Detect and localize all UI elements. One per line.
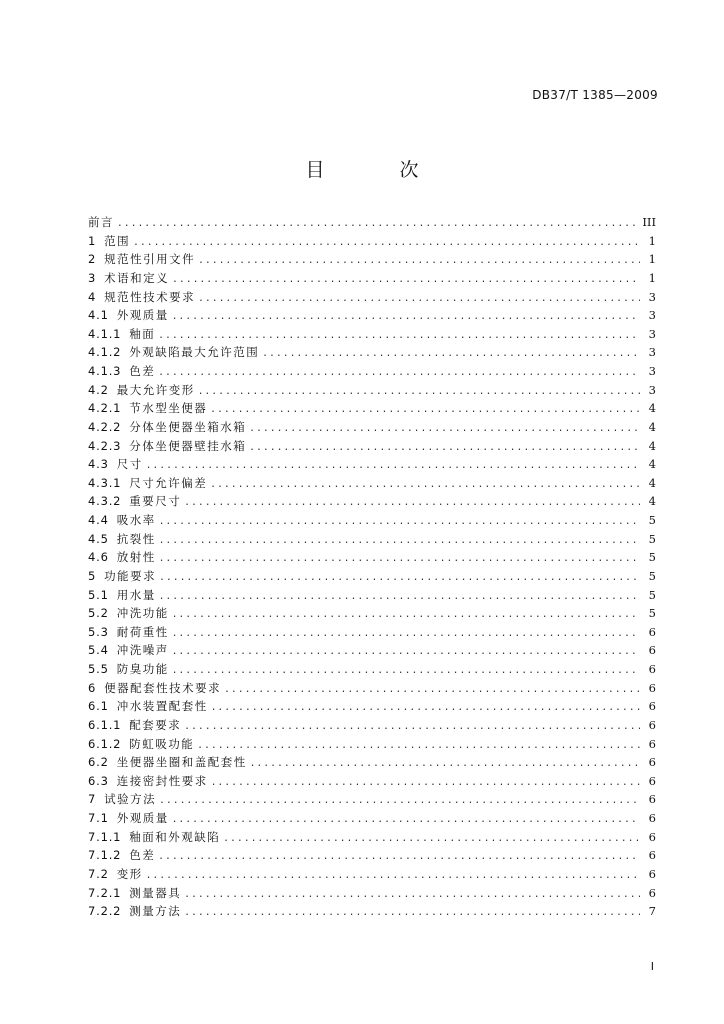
toc-entry-number: 6.2: [88, 755, 109, 770]
toc-entry[interactable]: [88, 381, 656, 400]
toc-entry[interactable]: [88, 846, 656, 865]
toc-entry-page: 6: [648, 866, 656, 881]
toc-entry-label: 分体坐便器壁挂水箱: [129, 438, 247, 453]
toc-entry[interactable]: [88, 641, 656, 660]
toc-leader-dots: [173, 809, 640, 828]
toc-entry-page: 4: [648, 494, 656, 509]
toc-entry-page: 6: [648, 773, 656, 788]
toc-entry[interactable]: [88, 269, 656, 288]
toc-entry-number: 4.4: [88, 513, 109, 527]
page-number: I: [650, 960, 654, 973]
toc-entry-label: 尺寸允许偏差: [129, 475, 208, 490]
toc-entry-number: 2: [88, 252, 97, 267]
toc-entry-page: 6: [648, 643, 656, 658]
toc-entry-page: 5: [648, 606, 656, 621]
toc-leader-dots: [250, 437, 640, 456]
toc-entry-number: 4.2.2: [88, 419, 122, 434]
toc-entry-page: 3: [648, 289, 656, 304]
toc-entry-number: 5.3: [88, 624, 109, 639]
toc-entry[interactable]: [88, 548, 656, 567]
toc-entry-page: 1: [648, 252, 656, 267]
toc-entry-label: 外观缺陷最大允许范围: [129, 345, 260, 360]
toc-entry-label: 放射性: [116, 550, 156, 565]
toc-entry-page: 6: [648, 848, 656, 863]
toc-entry-page: 4: [648, 401, 656, 416]
toc-leader-dots: [160, 530, 640, 549]
toc-leader-dots: [160, 586, 640, 605]
toc-entry[interactable]: [88, 511, 656, 530]
toc-entry-page: 6: [648, 755, 656, 770]
toc-entry[interactable]: [88, 492, 656, 511]
toc-entry-page: 3: [648, 326, 656, 341]
toc-entry-page: 5: [648, 531, 656, 546]
toc-entry-label: 连接密封性要求: [116, 773, 208, 788]
toc-leader-dots: [212, 697, 640, 716]
toc-leader-dots: [173, 660, 640, 679]
toc-entry-label: 色差: [129, 364, 156, 378]
toc-leader-dots: [198, 735, 640, 754]
toc-entry-number: 5.5: [88, 662, 109, 676]
toc-entry[interactable]: [88, 697, 656, 716]
toc-entry-label: 重要尺寸: [129, 494, 182, 509]
toc-entry-page: 6: [648, 717, 656, 732]
toc-entry-label: 测量器具: [129, 885, 182, 900]
toc-entry-page: 6: [648, 699, 656, 714]
toc-entry-label: 最大允许变形: [116, 382, 195, 397]
toc-leader-dots: [199, 381, 640, 400]
toc-leader-dots: [199, 288, 640, 307]
toc-entry-number: 4.1.3: [88, 364, 122, 378]
toc-entry-page: 3: [648, 364, 656, 378]
toc-entry-page: 5: [648, 550, 656, 565]
toc-entry[interactable]: [88, 884, 656, 903]
toc-entry-number: 5: [88, 568, 97, 583]
toc-entry-page: 5: [648, 513, 656, 527]
toc-entry-page: 7: [648, 904, 656, 919]
toc-entry-number: 7.1.1: [88, 829, 122, 844]
toc-entry-number: 4.3.2: [88, 494, 122, 509]
toc-leader-dots: [185, 492, 640, 511]
toc-leader-dots: [160, 567, 640, 586]
toc-entry-number: 4.3: [88, 457, 109, 472]
toc-entry[interactable]: [88, 790, 656, 809]
toc-entry-label: 防虹吸功能: [129, 736, 195, 751]
toc-leader-dots: [185, 716, 640, 735]
toc-entry-number: 6.3: [88, 773, 109, 788]
toc-entry-label: 试验方法: [104, 792, 157, 807]
toc-entry[interactable]: [88, 418, 656, 437]
toc-entry-page: 3: [648, 308, 656, 323]
toc-entry-label: 规范性引用文件: [104, 252, 196, 267]
toc-entry-label: 抗裂性: [116, 531, 156, 546]
toc-entry-label: 配套要求: [129, 717, 182, 732]
toc-entry-page: 6: [648, 680, 656, 695]
toc-entry-page: 4: [648, 438, 656, 453]
toc-leader-dots: [160, 511, 640, 530]
toc-entry[interactable]: [88, 772, 656, 791]
toc-entry-label: 外观质量: [116, 308, 169, 323]
toc-entry-page: III: [642, 215, 656, 229]
toc-entry-page: 3: [648, 382, 656, 397]
toc-entry-page: 6: [648, 736, 656, 751]
toc-entry-page: 6: [648, 624, 656, 639]
toc-leader-dots: [173, 641, 640, 660]
toc-entry-page: 6: [648, 811, 656, 825]
toc-leader-dots: [173, 604, 640, 623]
toc-entry[interactable]: [88, 232, 656, 251]
toc-entry[interactable]: [88, 288, 656, 307]
toc-entry-number: 6.1.2: [88, 736, 122, 751]
toc-entry-number: 5.4: [88, 643, 109, 658]
toc-entry-number: 7.2.2: [88, 904, 122, 919]
toc-entry-label: 规范性技术要求: [104, 289, 196, 304]
toc-leader-dots: [159, 846, 640, 865]
toc-entry[interactable]: [88, 753, 656, 772]
toc-entry-number: 6.1: [88, 699, 109, 714]
toc-leader-dots: [134, 232, 640, 251]
toc-leader-dots: [211, 474, 640, 493]
toc-entry[interactable]: [88, 604, 656, 623]
toc-entry-page: 1: [648, 270, 656, 285]
toc-leader-dots: [147, 455, 640, 474]
toc-entry-number: 4.2.3: [88, 438, 122, 453]
toc-entry-label: 变形: [116, 866, 143, 881]
toc-entry-number: 7.2: [88, 866, 109, 881]
toc-leader-dots: [185, 884, 640, 903]
toc-leader-dots: [250, 418, 640, 437]
toc-entry-page: 1: [648, 233, 656, 248]
toc-entry-label: 术语和定义: [104, 270, 170, 285]
toc-entry-number: 6.1.1: [88, 717, 122, 732]
toc-entry[interactable]: [88, 306, 656, 325]
toc-entry[interactable]: [88, 716, 656, 735]
toc-entry[interactable]: [88, 902, 656, 921]
toc-entry-number: 7.1: [88, 811, 109, 825]
toc-entry[interactable]: [88, 213, 656, 232]
toc-leader-dots: [185, 902, 640, 921]
toc-entry-label: 节水型坐便器: [129, 401, 208, 416]
toc-entry-label: 冲水装置配套性: [116, 699, 208, 714]
toc-entry-label: 外观质量: [116, 811, 169, 825]
toc-entry-number: 7: [88, 792, 97, 807]
toc-leader-dots: [147, 865, 640, 884]
toc-entry-number: 4.2: [88, 382, 109, 397]
toc-entry[interactable]: [88, 325, 656, 344]
toc-entry-label: 尺寸: [116, 457, 143, 472]
toc-leader-dots: [173, 269, 640, 288]
toc-leader-dots: [224, 828, 640, 847]
toc-entry-number: 4: [88, 289, 97, 304]
standard-number: DB37/T 1385—2009: [532, 88, 658, 102]
toc-entry[interactable]: [88, 530, 656, 549]
toc-entry-page: 4: [648, 457, 656, 472]
toc-entry-label: 色差: [129, 848, 156, 863]
toc-entry-number: 3: [88, 270, 97, 285]
toc-entry-number: 4.1: [88, 308, 109, 323]
toc-entry-number: 4.1.2: [88, 345, 122, 360]
toc-leader-dots: [263, 343, 640, 362]
toc-entry-page: 3: [648, 345, 656, 360]
toc-leader-dots: [173, 306, 640, 325]
toc-leader-dots: [225, 679, 640, 698]
toc-entry-label: 釉面: [129, 326, 156, 341]
toc-entry[interactable]: [88, 343, 656, 362]
toc-entry-number: 5.1: [88, 587, 109, 602]
toc-entry-label: 范围: [104, 233, 131, 248]
toc-entry-page: 5: [648, 587, 656, 602]
toc-entry-label: 冲洗功能: [116, 606, 169, 621]
toc-entry-label: 前言: [88, 215, 114, 229]
toc-entry[interactable]: [88, 623, 656, 642]
page-title: 目 次: [305, 159, 447, 181]
toc-entry-number: 1: [88, 233, 97, 248]
toc-entry-label: 功能要求: [104, 568, 157, 583]
toc-entry[interactable]: [88, 474, 656, 493]
toc-entry[interactable]: [88, 679, 656, 698]
toc-entry-label: 坐便器坐圈和盖配套性: [116, 755, 247, 770]
toc-entry-page: 6: [648, 885, 656, 900]
toc-entry-number: 5.2: [88, 606, 109, 621]
toc-entry[interactable]: [88, 567, 656, 586]
toc-entry-label: 便器配套性技术要求: [104, 680, 222, 695]
toc-entry[interactable]: [88, 809, 656, 828]
toc-entry-label: 测量方法: [129, 904, 182, 919]
toc-entry[interactable]: [88, 455, 656, 474]
toc-entry-page: 6: [648, 662, 656, 676]
table-of-contents: [88, 213, 656, 921]
toc-leader-dots: [173, 623, 640, 642]
toc-entry-page: 6: [648, 829, 656, 844]
toc-entry-number: 4.1.1: [88, 326, 122, 341]
toc-entry[interactable]: [88, 660, 656, 679]
toc-entry-label: 防臭功能: [116, 662, 169, 676]
toc-entry-page: 4: [648, 475, 656, 490]
toc-leader-dots: [212, 772, 640, 791]
toc-leader-dots: [159, 362, 640, 381]
toc-entry-label: 冲洗噪声: [116, 643, 169, 658]
toc-leader-dots: [160, 548, 640, 567]
toc-entry-number: 4.3.1: [88, 475, 122, 490]
toc-entry[interactable]: [88, 735, 656, 754]
toc-entry-label: 釉面和外观缺陷: [129, 829, 221, 844]
toc-entry[interactable]: [88, 865, 656, 884]
toc-entry-page: 5: [648, 568, 656, 583]
toc-entry[interactable]: [88, 437, 656, 456]
toc-leader-dots: [199, 250, 640, 269]
toc-entry-number: 7.2.1: [88, 885, 122, 900]
toc-entry-number: 7.1.2: [88, 848, 122, 863]
toc-entry-number: 4.5: [88, 531, 109, 546]
toc-entry[interactable]: [88, 586, 656, 605]
toc-entry[interactable]: [88, 362, 656, 381]
toc-entry[interactable]: [88, 828, 656, 847]
toc-entry[interactable]: [88, 250, 656, 269]
toc-leader-dots: [251, 753, 640, 772]
toc-leader-dots: [118, 213, 638, 232]
toc-entry[interactable]: [88, 399, 656, 418]
toc-leader-dots: [160, 790, 640, 809]
toc-entry-label: 分体坐便器坐箱水箱: [129, 419, 247, 434]
toc-entry-label: 耐荷重性: [116, 624, 169, 639]
toc-entry-label: 用水量: [116, 587, 156, 602]
toc-entry-page: 4: [648, 419, 656, 434]
toc-entry-number: 4.6: [88, 550, 109, 565]
toc-entry-label: 吸水率: [116, 513, 156, 527]
toc-leader-dots: [159, 325, 640, 344]
toc-entry-number: 4.2.1: [88, 401, 122, 416]
toc-leader-dots: [211, 399, 640, 418]
toc-entry-page: 6: [648, 792, 656, 807]
toc-entry-number: 6: [88, 680, 97, 695]
